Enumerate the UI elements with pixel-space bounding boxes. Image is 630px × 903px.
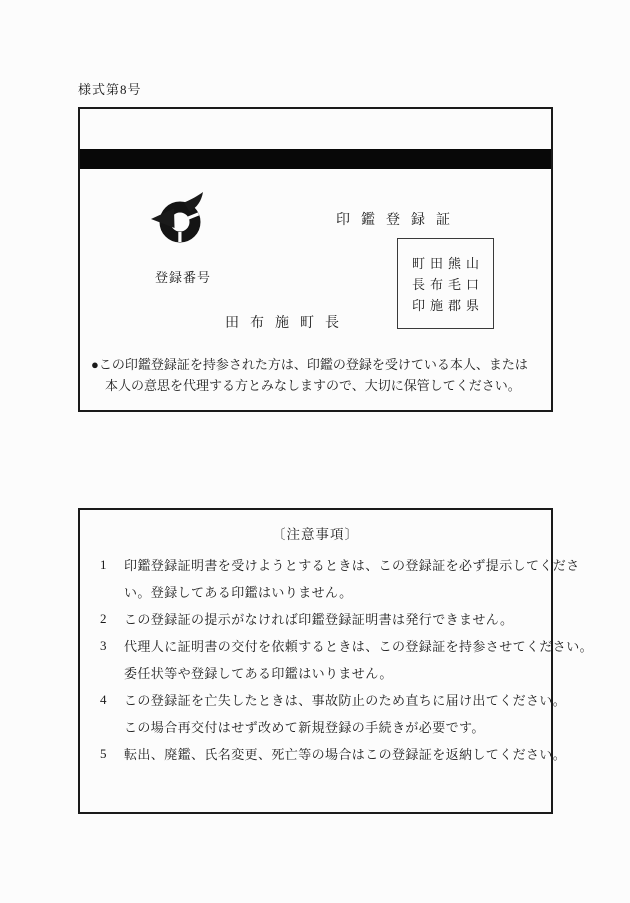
bullet-icon: ● (91, 357, 99, 372)
note-text: 委任状等や登録してある印鑑はいりません。 (124, 666, 393, 681)
note-number: 3 (100, 637, 107, 653)
card-title: 印鑑登録証 (336, 213, 461, 228)
note-number: 2 (100, 610, 107, 626)
note-row (80, 632, 594, 659)
note-row (80, 686, 567, 713)
note-number: 4 (100, 691, 107, 707)
mayor-title: 田布施町長 (225, 316, 350, 331)
note-text: この登録証を亡失したときは、事故防止のため直ちに届け出てください。 (124, 693, 567, 708)
note-text: この場合再交付はせず改めて新規登録の手続きが必要です。 (124, 720, 485, 735)
note-text: い。登録してある印鑑はいりません。 (124, 585, 353, 600)
notes-heading: 〔注意事項〕 (272, 527, 359, 542)
town-emblem-icon (150, 191, 208, 249)
card-notice-text: この印鑑登録証を持参された方は、印鑑の登録を受けている本人、または (98, 357, 528, 372)
notes-list (80, 551, 594, 767)
note-text: 転出、廃鑑、氏名変更、死亡等の場合はこの登録証を返納してください。 (124, 747, 567, 762)
seal-box-row: 町田熊山 (411, 256, 484, 271)
seal-box-row: 印施郡県 (411, 298, 484, 313)
notes-box (78, 508, 594, 814)
note-row (80, 740, 567, 767)
seal-box-row: 長布毛口 (411, 277, 484, 292)
registration-number-label: 登録番号 (155, 270, 212, 285)
official-seal-box (397, 238, 494, 329)
note-number: 5 (100, 745, 107, 761)
note-row (80, 605, 551, 632)
note-row (80, 659, 551, 686)
card-notice-line: 本人の意思を代理する方とみなしますので、大切に保管してください。 (105, 378, 521, 393)
note-row (80, 578, 551, 605)
magnetic-stripe (80, 149, 551, 169)
seal-registration-card (78, 107, 553, 412)
card-notice-line (91, 354, 528, 373)
form-number-label: 様式第8号 (78, 82, 142, 97)
note-row (80, 713, 551, 740)
note-number: 1 (100, 556, 107, 572)
note-text: 印鑑登録証明書を受けようとするときは、この登録証を必ず提示してくださ (124, 558, 580, 573)
note-row (80, 551, 580, 578)
note-text: この登録証の提示がなければ印鑑登録証明書は発行できません。 (124, 612, 514, 627)
note-text: 代理人に証明書の交付を依頼するときは、この登録証を持参させてください。 (124, 639, 594, 654)
